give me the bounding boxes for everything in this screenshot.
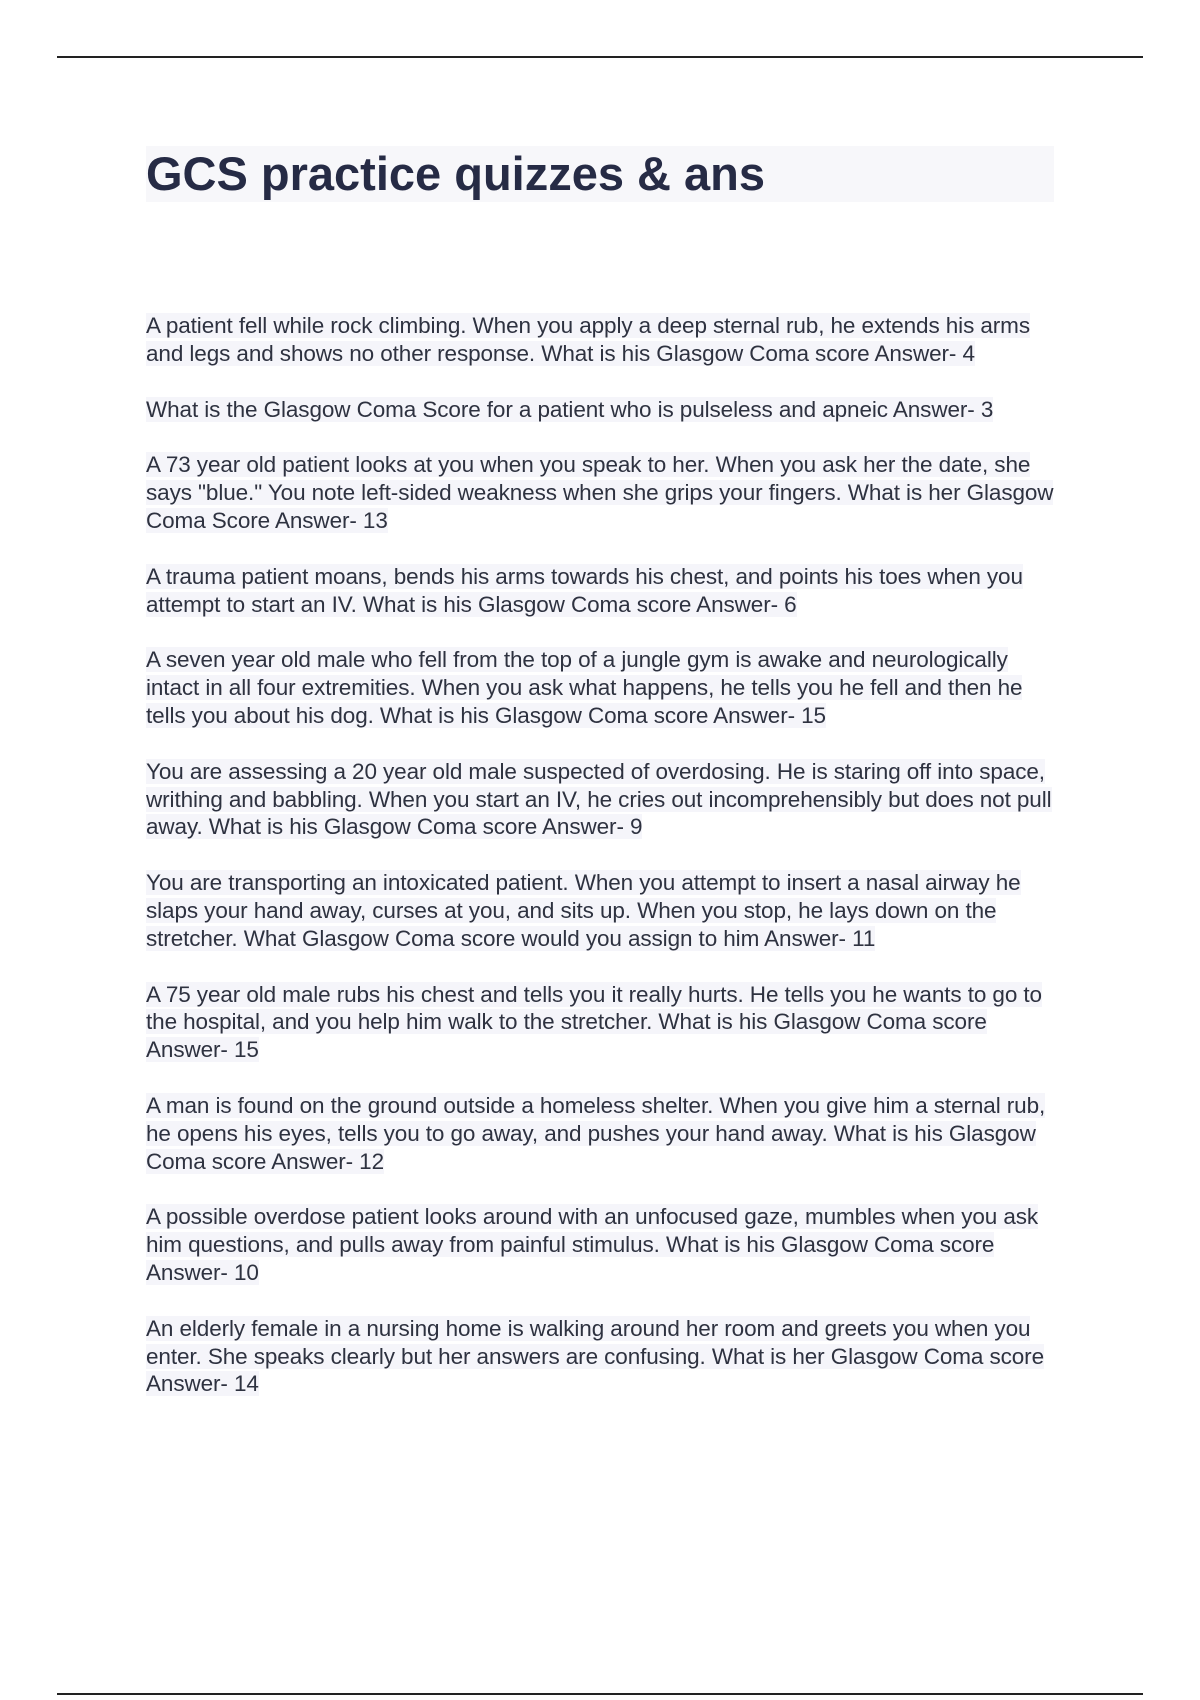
qa-text: An elderly female in a nursing home is walking around her room and greets you when you enter. She speaks clearly but her answers are confusing. What is her Glasgow Coma score Answer- 14 — [146, 1315, 1044, 1397]
qa-list — [146, 312, 1058, 1426]
qa-item-10 — [146, 1203, 1058, 1286]
qa-text: A trauma patient moans, bends his arms towards his chest, and points his toes when you attempt to start an IV. What is his Glasgow Coma score Answer- 6 — [146, 563, 1023, 617]
qa-text: You are transporting an intoxicated patient. When you attempt to insert a nasal airway he slaps your hand away, curses at you, and sits up. When you stop, he lays down on the stretcher. What Glasgow Coma score would you assign to him Answer- 11 — [146, 870, 1021, 951]
bottom-rule — [57, 1693, 1143, 1695]
top-rule — [57, 56, 1143, 58]
qa-item-1 — [146, 312, 1058, 368]
qa-item-11 — [146, 1315, 1058, 1398]
qa-item-5 — [146, 646, 1058, 729]
page-title: GCS practice quizzes & ans — [146, 146, 1054, 202]
qa-text: A possible overdose patient looks around with an unfocused gaze, mumbles when you ask him questions, and pulls away from painful stimulus. What is his Glasgow Coma score Answer- 10 — [146, 1204, 1039, 1285]
qa-text: A 75 year old male rubs his chest and tells you it really hurts. He tells you he wants to go to the hospital, and you help him walk to the stretcher. What is his Glasgow Coma score Answer- 15 — [146, 981, 1042, 1063]
qa-text: A 73 year old patient looks at you when you speak to her. When you ask her the date, she says "blue." You note left-sided weakness when she grips your fingers. What is her Glasgow Coma Score Answer- 13 — [146, 452, 1054, 533]
qa-text: A patient fell while rock climbing. When you apply a deep sternal rub, he extends his arms and legs and shows no other response. What is his Glasgow Coma score Answer- 4 — [146, 313, 1030, 366]
qa-text: What is the Glasgow Coma Score for a patient who is pulseless and apneic Answer- 3 — [146, 396, 994, 422]
qa-item-9 — [146, 1092, 1058, 1175]
qa-item-2 — [146, 396, 1058, 424]
qa-text: A man is found on the ground outside a homeless shelter. When you give him a sternal rub, he opens his eyes, tells you to go away, and pushes your hand away. What is his Glasgow Coma score Answer- 12 — [146, 1092, 1046, 1174]
qa-text: You are assessing a 20 year old male suspected of overdosing. He is staring off into space, writhing and babbling. When you start an IV, he cries out incomprehensibly but does not pull away. What is his Glasgow Coma score Answer- 9 — [146, 758, 1052, 840]
qa-item-7 — [146, 869, 1058, 952]
qa-text: A seven year old male who fell from the top of a jungle gym is awake and neurologically intact in all four extremities. When you ask what happens, he tells you he fell and then he tells you about his dog. What is his Glasgow Coma score Answer- 15 — [146, 647, 1023, 728]
qa-item-4 — [146, 563, 1058, 619]
qa-item-6 — [146, 758, 1058, 841]
qa-item-3 — [146, 451, 1058, 534]
qa-item-8 — [146, 981, 1058, 1064]
